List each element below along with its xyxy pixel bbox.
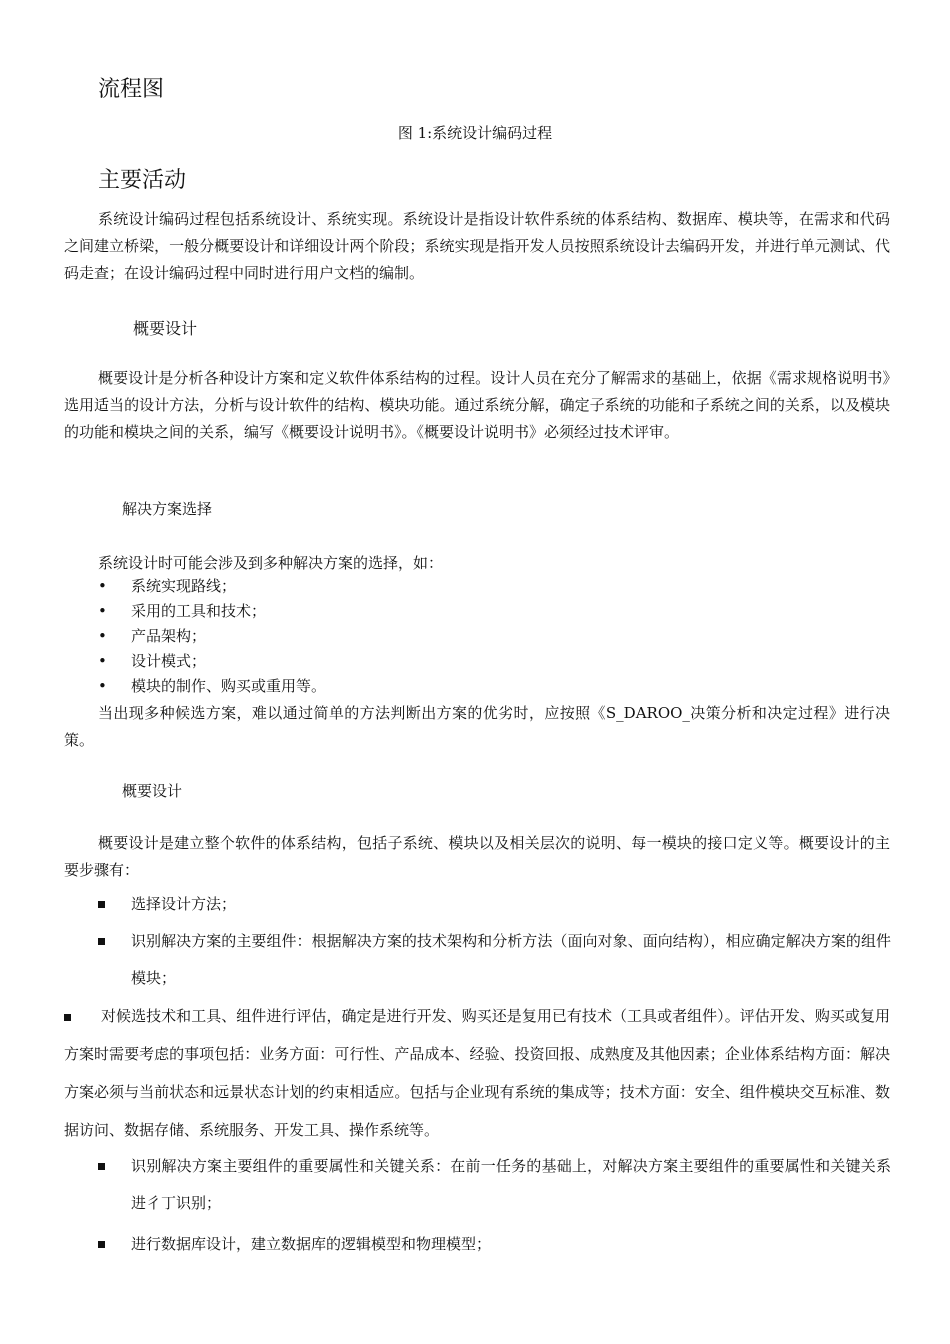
- step-3: 对候选技术和工具、组件进行评估，确定是进行开发、购买还是复用已有技术（工具或者组件）。评估开发、购买或复用方案时需要考虑的事项包括：业务方面：可行性、产品成本、经验、投资回报、成熟度及其他因素；企业体系结构方面：解决方案必须与当前状态和远景状态计划的约束相适应。包括与企业现有系统的集成等；技术方面：安全、组件模块交互标准、数据访问、数据存储、系统服务、开发工具、操作系统等。: [64, 1007, 890, 1139]
- list-item-label: 产品架构；: [131, 627, 207, 645]
- heading-main-activities: 主要活动: [98, 168, 187, 193]
- step-1: 选择设计方法；: [131, 895, 237, 913]
- heading-solution-selection: 解决方案选择: [122, 500, 213, 518]
- list-item: [0, 1226, 950, 1263]
- intro-paragraph: 系统设计编码过程包括系统设计、系统实现。系统设计是指设计软件系统的体系结构、数据库、模块等，在需求和代码之间建立桥梁，一般分概要设计和详细设计两个阶段；系统实现是指开发人员按照系统设计去编码开发，并进行单元测试、代码走查；在设计编码过程中同时进行用户文档的编制。: [64, 210, 890, 282]
- figure-caption: 图 1:系统设计编码过程: [397, 124, 553, 142]
- list-item: [0, 649, 950, 674]
- solution-intro: 系统设计时可能会涉及到多种解决方案的选择，如：: [98, 554, 444, 572]
- list-item: [0, 599, 950, 624]
- outline-design-paragraph: 概要设计是分析各种设计方案和定义软件体系结构的过程。设计人员在充分了解需求的基础上，依据《需求规格说明书》选用适当的设计方法，分析与设计软件的结构、模块功能。通过系统分解，确定子系统的功能和子系统之间的关系，以及模块的功能和模块之间的关系，编写《概要设计说明书》。《概要设计说明书》必须经过技术评审。: [64, 369, 890, 441]
- list-item: [0, 624, 950, 649]
- list-item-label: 系统实现路线；: [131, 577, 237, 595]
- step-4: 识别解决方案主要组件的重要属性和关键关系：在前一任务的基础上，对解决方案主要组件的重要属性和关键关系进彳丁识别；: [131, 1157, 891, 1212]
- list-item: [0, 1148, 950, 1222]
- heading-flowchart: 流程图: [98, 77, 165, 102]
- bullet-icon: •: [98, 652, 107, 670]
- bullet-icon: •: [98, 627, 107, 645]
- heading-outline-design-2: 概要设计: [122, 782, 183, 800]
- heading-outline-design: 概要设计: [133, 319, 198, 338]
- step-5: 进行数据库设计，建立数据库的逻辑模型和物理模型；: [131, 1235, 492, 1253]
- bullet-icon: •: [98, 577, 107, 595]
- bullet-icon: •: [98, 677, 107, 695]
- list-item: [64, 997, 890, 1149]
- list-item: [0, 574, 950, 599]
- square-bullet-icon: [98, 1241, 105, 1248]
- step-2: 识别解决方案的主要组件：根据解决方案的技术架构和分析方法（面向对象、面向结构），相应确定解决方案的组件模块；: [131, 932, 891, 987]
- bullet-icon: •: [98, 602, 107, 620]
- solution-conclusion: 当出现多种候选方案，难以通过简单的方法判断出方案的优劣时，应按照《S_DAROO_决策分析和决定过程》进行决策。: [64, 704, 890, 749]
- list-item: [0, 886, 950, 923]
- list-item-label: 采用的工具和技术；: [131, 602, 267, 620]
- list-item-label: 模块的制作、购买或重用等。: [131, 677, 327, 695]
- list-item: [0, 674, 950, 699]
- square-bullet-icon: [98, 1163, 105, 1170]
- outline-steps-intro: 概要设计是建立整个软件的体系结构，包括子系统、模块以及相关层次的说明、每一模块的接口定义等。概要设计的主要步骤有：: [64, 834, 890, 879]
- list-item: [0, 923, 950, 997]
- list-item-label: 设计模式；: [131, 652, 207, 670]
- square-bullet-icon: [98, 901, 105, 908]
- square-bullet-icon: [98, 938, 105, 945]
- square-bullet-icon: [64, 1014, 71, 1021]
